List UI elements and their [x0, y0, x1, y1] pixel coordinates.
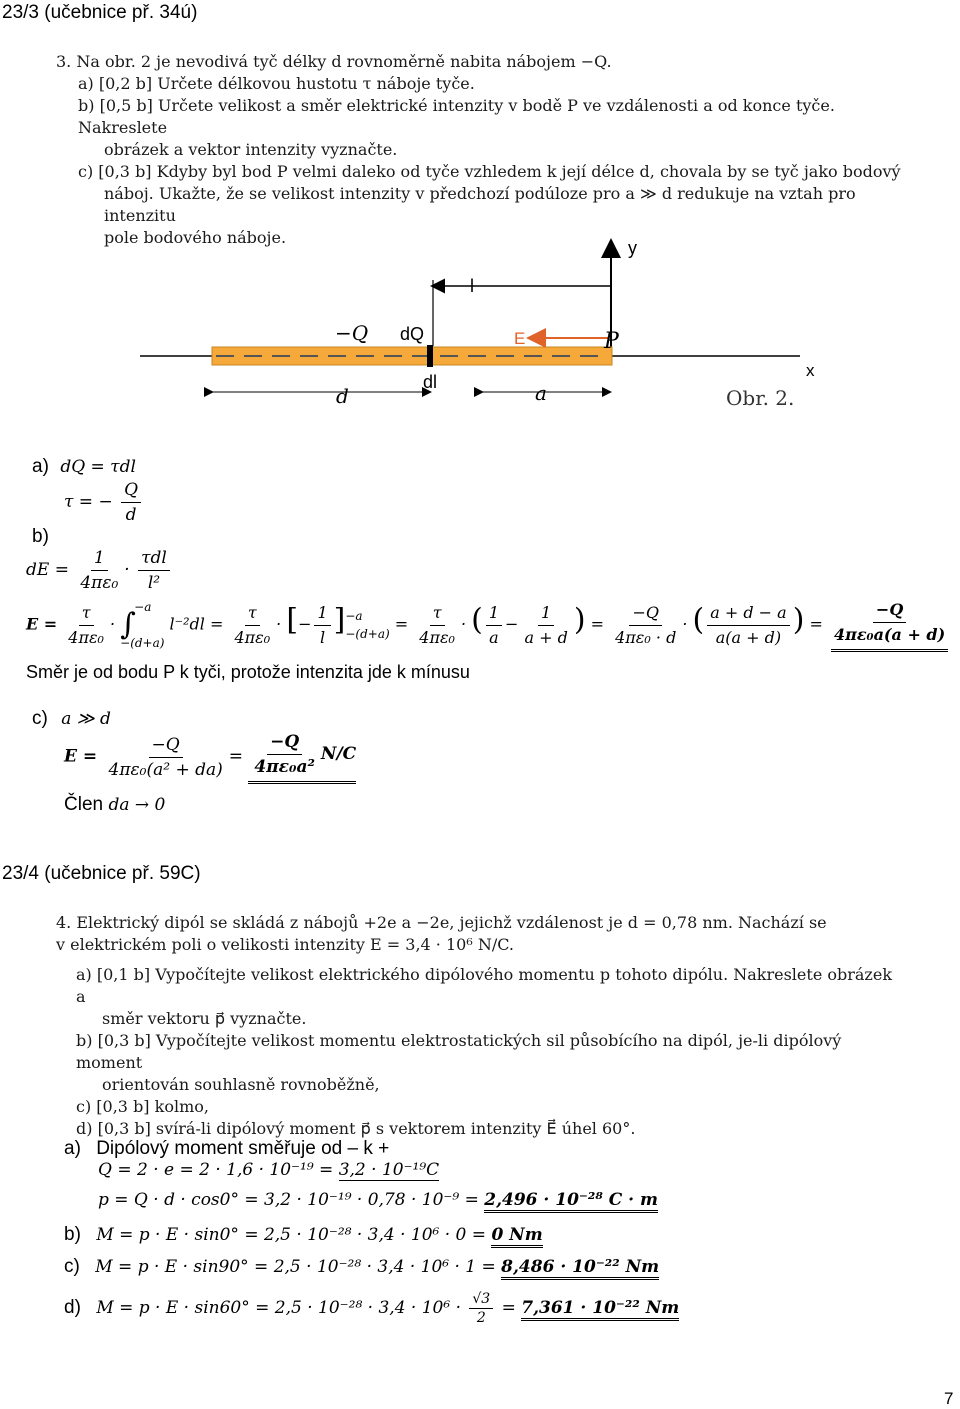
problem-4-line: c) [0,3 b] kolmo,	[76, 1097, 209, 1116]
problem-4-line: d) [0,3 b] svírá-li dipólový moment p⃗ s vektorem intenzity E⃗ úhel 60°.	[76, 1119, 636, 1138]
fig-x-label: x	[806, 361, 815, 380]
rod-figure	[130, 230, 830, 415]
fig-d-label: d	[336, 384, 349, 408]
sol3-c-note: Člen da → 0	[64, 794, 166, 815]
fig-p-label: P	[604, 329, 619, 354]
page-number: 7	[944, 1389, 954, 1408]
fig-dl-label: dl	[423, 372, 438, 392]
fig-y-label: y	[628, 238, 637, 258]
fig-dq-label: dQ	[400, 324, 425, 344]
fig-caption: Obr. 2.	[726, 386, 795, 410]
charge-element-dq	[427, 345, 433, 367]
problem-3-line: obrázek a vektor intenzity vyznačte.	[104, 140, 398, 159]
problem-3-line: 3. Na obr. 2 je nevodivá tyč délky d rovnoměrně nabita nábojem −Q.	[56, 52, 612, 71]
section-header-23-3: 23/3 (učebnice př. 34ú)	[2, 2, 198, 23]
sol3-direction: Směr je od bodu P k tyči, protože intenzita jde k mínusu	[26, 662, 470, 682]
problem-4-line: b) [0,3 b] Vypočítejte velikost momentu elektrostatických sil působícího na dipól, je-li dipólový moment	[76, 1031, 842, 1072]
problem-3-line: a) [0,2 b] Určete délkovou hustotu τ náboje tyče.	[78, 74, 475, 93]
sol4-c: c) M = p · E · sin90° = 2,5 · 10⁻²⁸ · 3,4 · 10⁶ · 1 = 8,486 · 10⁻²² Nm	[64, 1256, 659, 1278]
fig-l-label: l	[470, 276, 474, 296]
sol3-tau: τ = − $\frac{Q}{d}$	[64, 478, 144, 527]
section-header-23-4: 23/4 (učebnice př. 59C)	[2, 863, 201, 884]
fig-e-label: E	[514, 329, 526, 348]
sol4-q: Q = 2 · e = 2 · 1,6 · 10⁻¹⁹ = 3,2 · 10⁻¹⁹C	[98, 1160, 440, 1180]
problem-4-line: směr vektoru p⃗ vyznačte.	[102, 1009, 307, 1028]
sol3-c-eq: E = $\frac{-Q}{\text{4πε₀(a² + da)}}$ = $\frac{-Q}{\text{4πε₀a²}}$ N/C	[64, 730, 356, 784]
problem-3-line: pole bodového náboje.	[104, 228, 287, 247]
sol4-b: b) M = p · E · sin0° = 2,5 · 10⁻²⁸ · 3,4 · 10⁶ · 0 = 0 Nm	[64, 1224, 543, 1246]
sol3-e-integral: E = $\frac{\tau}{\text{4πε₀}}$ · −a ∫ −(d+a) l⁻²dl = $\frac{\tau}{\text{4πε₀}}$ · [− $\frac{1}{l}$ ] −a −(d+a) = $\frac{\tau}{\text{4πε₀}}$ · ( $\frac{1}{a}$ − $\frac{1}{a + d}$ ) = $\frac{-Q}{\text{4πε₀ · d}}$ · ( $\frac{a + d - a}{a(a + d)}$ ) = $\frac{-Q}{\text{4πε₀a(a + d)}}$	[26, 598, 951, 652]
problem-3-line: c) [0,3 b] Kdyby byl bod P velmi daleko od tyče vzhledem k její délce d, chovala by se tyč jako bodový	[78, 162, 901, 181]
sol3-de: dE = $\frac{1}{\text{4πε₀}}$ · $\frac{\text{τdl}}{\text{l²}}$	[26, 546, 173, 595]
sol3-b-label: b)	[32, 526, 49, 547]
problem-4-line: a) [0,1 b] Vypočítejte velikost elektrického dipólového momentu p tohoto dipólu. Nakreslete obrázek a	[76, 965, 893, 1006]
sol4-p: p = Q · d · cos0° = 3,2 · 10⁻¹⁹ · 0,78 · 10⁻⁹ = 2,496 · 10⁻²⁸ C · m	[98, 1190, 658, 1210]
problem-4-line: orientován souhlasně rovnoběžně,	[102, 1075, 380, 1094]
problem-3-statement	[56, 51, 906, 249]
sol3-c: c) a ≫ d	[32, 708, 111, 729]
sol4-a: a) Dipólový moment směřuje od – k +	[64, 1138, 390, 1159]
problem-3-line: b) [0,5 b] Určete velikost a směr elektrické intenzity v bodě P ve vzdálenosti a od konce tyče. Nakreslete	[78, 96, 835, 137]
problem-4-statement	[56, 912, 906, 1140]
fig-charge-label: −Q	[335, 321, 369, 345]
problem-4-line: 4. Elektrický dipól se skládá z nábojů +2e a −2e, jejichž vzdálenost je d = 0,78 nm. Nachází se	[56, 913, 827, 932]
sol4-d: d) M = p · E · sin60° = 2,5 · 10⁻²⁸ · 3,4 · 10⁶ · $\frac{√3}{2}$ = 7,361 · 10⁻²² Nm	[64, 1291, 680, 1326]
fig-a-label: a	[535, 381, 547, 405]
problem-4-line: v elektrickém poli o velikosti intenzity E = 3,4 · 10⁶ N/C.	[56, 935, 514, 954]
problem-3-line: náboj. Ukažte, že se velikost intenzity v předchozí podúloze pro a ≫ d redukuje na vztah pro intenzitu	[104, 184, 856, 225]
sol3-a: a) dQ = τdl	[32, 456, 136, 477]
